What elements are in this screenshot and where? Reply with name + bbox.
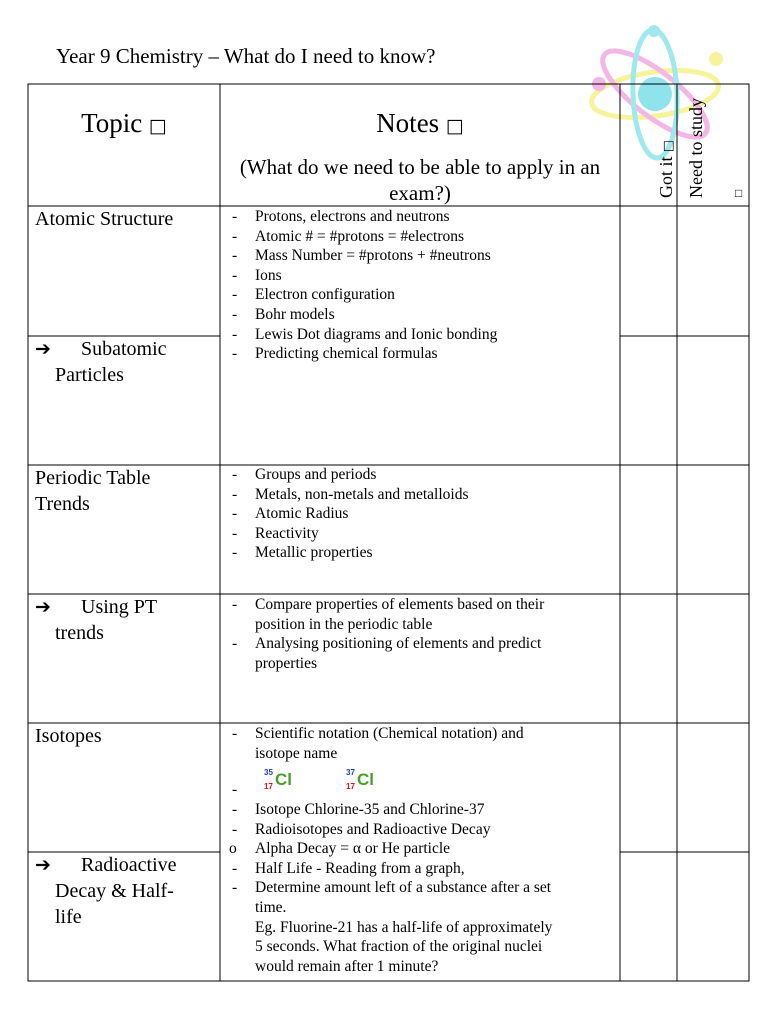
note-item <box>232 325 616 345</box>
note-text: 5 seconds. What fraction of the original nuclei <box>255 938 543 956</box>
chlorine-isotope-notation <box>264 768 384 794</box>
need-to-study-cell-subatomic-particles[interactable] <box>678 337 748 464</box>
bullet-marker: - <box>232 266 238 284</box>
note-item <box>232 957 616 977</box>
bullet-marker: - <box>232 325 238 343</box>
isotope-marker: - <box>232 781 238 798</box>
bullet-marker: - <box>232 596 238 613</box>
note-item <box>232 937 616 957</box>
note-item <box>232 724 616 744</box>
bullet-marker: - <box>232 859 238 877</box>
note-item <box>232 800 616 820</box>
bullet-marker: - <box>232 286 238 304</box>
mass-number: 37 <box>346 768 355 777</box>
arrow-icon: ➔ <box>35 596 51 618</box>
note-text: Atomic Radius <box>255 505 349 523</box>
note-text: isotope name <box>255 744 338 762</box>
got-it-label: Got it <box>656 156 676 198</box>
topic-line: Periodic Table <box>35 467 151 489</box>
got-it-cell-atomic-structure[interactable] <box>621 207 676 335</box>
bullet-marker: - <box>232 466 238 483</box>
got-it-cell-subatomic-particles[interactable] <box>621 337 676 464</box>
need-to-study-cell-radioactive-decay[interactable] <box>678 853 748 980</box>
topic-atomic-structure: Atomic Structure <box>35 208 174 230</box>
mass-number: 35 <box>264 768 273 777</box>
note-text: Compare properties of elements based on their <box>255 596 545 613</box>
topic-isotopes: Isotopes <box>35 725 102 747</box>
subtopic-line: Particles <box>55 364 124 386</box>
bullet-marker: - <box>232 345 238 363</box>
subtopic-line: Using PT <box>81 596 158 618</box>
checkbox-glyph: □ <box>660 140 675 152</box>
got-it-cell-using-pt-trends[interactable] <box>621 595 676 722</box>
checkbox-glyph: □ <box>735 186 743 200</box>
atomic-number: 17 <box>346 782 355 791</box>
note-text: Electron configuration <box>255 286 395 304</box>
subtopic-line: Decay & Half- <box>55 880 174 902</box>
subtopic-line: trends <box>55 622 104 644</box>
note-text: Predicting chemical formulas <box>255 345 438 363</box>
note-item <box>232 266 616 286</box>
note-item <box>232 524 616 544</box>
note-text: Atomic # = #protons = #electrons <box>255 227 465 245</box>
notes-radioactive-decay <box>229 800 616 976</box>
bullet-marker: - <box>232 247 238 265</box>
got-it-cell-radioactive-decay[interactable] <box>621 853 676 980</box>
notes-using-pt-trends <box>232 595 616 673</box>
bullet-marker: - <box>232 524 238 542</box>
note-text: Bohr models <box>255 305 335 323</box>
note-text: would remain after 1 minute? <box>255 957 439 975</box>
notes-header-label: Notes <box>376 108 440 138</box>
note-text: Protons, electrons and neutrons <box>255 208 450 225</box>
note-item <box>232 344 616 364</box>
bullet-marker: - <box>232 820 238 838</box>
note-item <box>232 859 616 879</box>
bullet-marker: - <box>232 227 238 245</box>
note-item <box>232 634 616 654</box>
note-item <box>232 595 616 615</box>
note-text: Mass Number = #protons + #neutrons <box>255 247 491 265</box>
note-item <box>232 305 616 325</box>
checkbox-glyph: □ <box>445 115 464 137</box>
subtopic-radioactive-decay <box>35 852 177 930</box>
note-item <box>232 285 616 305</box>
need-to-study-cell-using-pt-trends[interactable] <box>678 595 748 722</box>
note-item <box>232 504 616 524</box>
note-item <box>232 465 616 485</box>
subtopic-line: life <box>55 906 82 928</box>
bullet-marker: o <box>229 840 237 858</box>
notes-isotopes <box>232 724 616 763</box>
topic-line: Trends <box>35 493 90 515</box>
bullet-marker: - <box>232 305 238 323</box>
note-item <box>232 227 616 247</box>
note-text: Groups and periods <box>255 466 377 483</box>
note-text: position in the periodic table <box>255 615 433 633</box>
need-to-study-cell-isotopes[interactable] <box>678 724 748 851</box>
note-item <box>232 246 616 266</box>
note-item <box>232 654 616 674</box>
subtopic-line: Radioactive <box>81 854 177 876</box>
note-item <box>232 898 616 918</box>
notes-periodic-table-trends <box>232 465 616 563</box>
need-to-study-label: Need to study <box>686 98 706 198</box>
note-item <box>232 820 616 840</box>
note-text: Determine amount left of a substance after a set <box>255 879 552 897</box>
note-text: Ions <box>255 266 282 284</box>
document-title: Year 9 Chemistry – What do I need to know? <box>56 44 436 68</box>
note-item <box>232 207 616 227</box>
note-text: Lewis Dot diagrams and Ionic bonding <box>255 325 498 343</box>
note-text: properties <box>255 654 317 672</box>
arrow-icon: ➔ <box>35 854 51 876</box>
note-item <box>232 543 616 563</box>
bullet-marker: - <box>232 725 238 742</box>
bullet-marker: - <box>232 485 238 503</box>
note-item <box>232 615 616 635</box>
checkbox-glyph: □ <box>148 115 167 137</box>
note-item <box>232 485 616 505</box>
note-item <box>232 744 616 764</box>
note-text: Reactivity <box>255 524 319 542</box>
got-it-cell-periodic-table-trends[interactable] <box>621 466 676 593</box>
note-text: Radioisotopes and Radioactive Decay <box>255 820 491 838</box>
bullet-marker: - <box>232 208 238 225</box>
atomic-number: 17 <box>264 782 273 791</box>
bullet-marker: - <box>232 879 238 897</box>
topic-column-header <box>28 108 220 139</box>
note-item <box>229 839 616 859</box>
got-it-column-header <box>656 140 677 198</box>
notes-atomic-structure <box>232 207 616 364</box>
arrow-icon: ➔ <box>35 338 51 360</box>
note-text: Isotope Chlorine-35 and Chlorine-37 <box>255 801 485 818</box>
need-to-study-column-header <box>686 98 707 198</box>
note-text: Eg. Fluorine-21 has a half-life of approximately <box>255 918 553 936</box>
topic-periodic-table-trends <box>35 465 150 517</box>
subtopic-using-pt-trends <box>35 594 157 646</box>
note-item <box>232 918 616 938</box>
bullet-marker: - <box>232 544 238 562</box>
notes-subtitle: (What do we need to be able to apply in an exam?) <box>239 155 601 205</box>
bullet-marker: - <box>232 505 238 523</box>
note-text: Half Life - Reading from a graph, <box>255 859 465 877</box>
got-it-cell-isotopes[interactable] <box>621 724 676 851</box>
notes-column-header <box>220 108 620 139</box>
subtopic-subatomic-particles <box>35 336 167 388</box>
note-item <box>232 878 616 898</box>
note-text: Analysing positioning of elements and predict <box>255 635 542 653</box>
element-symbol: Cl <box>357 770 374 789</box>
element-symbol: Cl <box>275 770 292 789</box>
subtopic-line: Subatomic <box>81 338 167 360</box>
note-text: Metals, non-metals and metalloids <box>255 485 469 503</box>
note-text: time. <box>255 898 287 916</box>
topic-header-label: Topic <box>81 108 143 138</box>
note-text: Alpha Decay = α or He particle <box>255 840 451 858</box>
note-text: Scientific notation (Chemical notation) and <box>255 725 524 742</box>
note-text: Metallic properties <box>255 544 373 562</box>
need-to-study-cell-periodic-table-trends[interactable] <box>678 466 748 593</box>
bullet-marker: - <box>232 635 238 653</box>
bullet-marker: - <box>232 801 238 818</box>
need-to-study-cell-atomic-structure[interactable] <box>678 207 748 335</box>
